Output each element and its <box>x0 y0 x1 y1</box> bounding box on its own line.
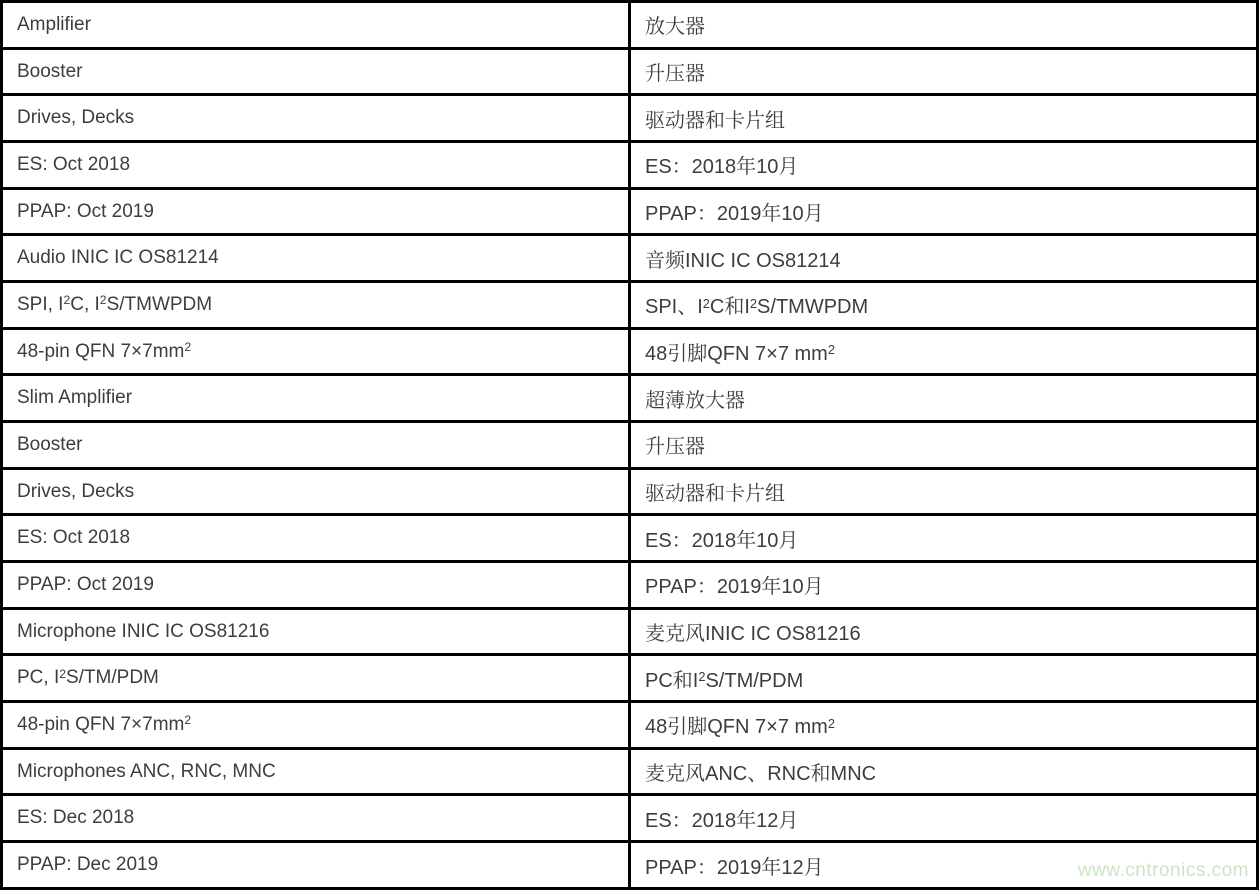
cell-chinese: ES：2018年12月 <box>630 795 1258 842</box>
cell-chinese: 48引脚QFN 7×7 $mm^2$ <box>630 702 1258 749</box>
cell-english: ES: Oct 2018 <box>2 515 630 562</box>
cell-english: Booster <box>2 422 630 469</box>
table-row <box>2 282 1258 329</box>
cell-english: Slim Amplifier <box>2 375 630 422</box>
table-row <box>2 702 1258 749</box>
cell-chinese: ES：2018年10月 <box>630 515 1258 562</box>
cell-english: Audio INIC IC OS81214 <box>2 235 630 282</box>
table-row <box>2 142 1258 189</box>
cell-chinese: 48引脚QFN 7×7 $mm^2$ <box>630 328 1258 375</box>
table-body <box>2 2 1258 889</box>
cell-chinese: PPAP：2019年12月 <box>630 842 1258 889</box>
cell-chinese: 放大器 <box>630 2 1258 49</box>
cell-english: PPAP: Oct 2019 <box>2 562 630 609</box>
table-row <box>2 468 1258 515</box>
table-row <box>2 422 1258 469</box>
table-row <box>2 842 1258 889</box>
table-row <box>2 748 1258 795</box>
cell-english: ES: Dec 2018 <box>2 795 630 842</box>
table-row <box>2 188 1258 235</box>
cell-english: PPAP: Oct 2019 <box>2 188 630 235</box>
cell-english: 48-pin QFN $7\times 7mm^2$ <box>2 328 630 375</box>
cell-english: PC, $I^2S/TM$/PDM <box>2 655 630 702</box>
cell-english: Microphones ANC, RNC, MNC <box>2 748 630 795</box>
cell-chinese: 升压器 <box>630 422 1258 469</box>
cell-english: ES: Oct 2018 <box>2 142 630 189</box>
cell-chinese: 驱动器和卡片组 <box>630 95 1258 142</box>
cell-chinese: PC和$I^2S/TM$/PDM <box>630 655 1258 702</box>
cell-chinese: 驱动器和卡片组 <box>630 468 1258 515</box>
cell-chinese: ES：2018年10月 <box>630 142 1258 189</box>
table-row <box>2 2 1258 49</box>
cell-english: PPAP: Dec 2019 <box>2 842 630 889</box>
table-row <box>2 48 1258 95</box>
table-row <box>2 95 1258 142</box>
cell-english: Amplifier <box>2 2 630 49</box>
table-row <box>2 795 1258 842</box>
cell-english: Booster <box>2 48 630 95</box>
cell-chinese: PPAP：2019年10月 <box>630 562 1258 609</box>
cell-chinese: 音频INIC IC OS81214 <box>630 235 1258 282</box>
table-row <box>2 655 1258 702</box>
cell-chinese: 升压器 <box>630 48 1258 95</box>
cell-english: Drives, Decks <box>2 468 630 515</box>
cell-english: SPI, $I^2C$, $I^2S$/TMWPDM <box>2 282 630 329</box>
cell-chinese: SPI、$I^2C$和$I^2S$/TMWPDM <box>630 282 1258 329</box>
table-row <box>2 562 1258 609</box>
cell-chinese: 超薄放大器 <box>630 375 1258 422</box>
table-row <box>2 515 1258 562</box>
watermark: www.cntronics.com <box>1077 860 1249 881</box>
cell-chinese: 麦克风INIC IC OS81216 <box>630 608 1258 655</box>
cell-chinese: 麦克风ANC、RNC和MNC <box>630 748 1258 795</box>
cell-chinese: PPAP：2019年10月 <box>630 188 1258 235</box>
cell-english: 48-pin QFN $7\times 7mm^2$ <box>2 702 630 749</box>
table-row <box>2 608 1258 655</box>
table-row <box>2 235 1258 282</box>
cell-english: Microphone INIC IC OS81216 <box>2 608 630 655</box>
table-row <box>2 328 1258 375</box>
cell-english: Drives, Decks <box>2 95 630 142</box>
table-row <box>2 375 1258 422</box>
